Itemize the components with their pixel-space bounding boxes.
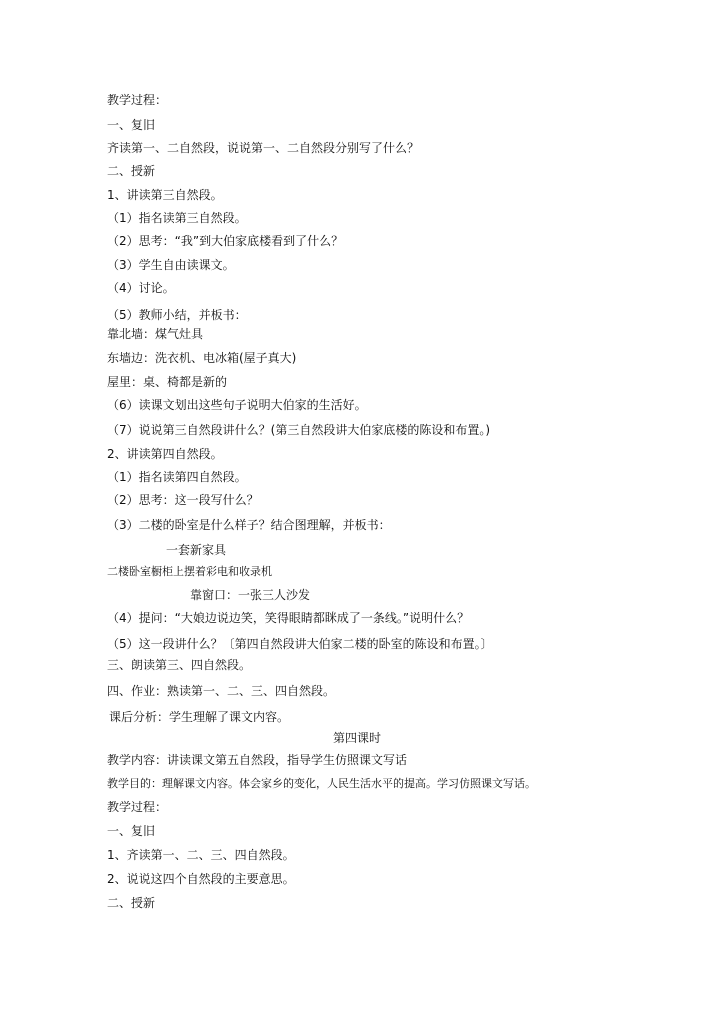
- section-heading-teaching-process: 教学过程：: [107, 93, 168, 107]
- step-review: 一、复旧: [107, 118, 156, 132]
- text-line: 三、朗读第三、四自然段。: [107, 658, 252, 672]
- board-note-line: 屋里：桌、椅都是新的: [107, 375, 228, 389]
- text-line: （5）这一段讲什么？〔第四自然段讲大伯家二楼的卧室的陈设和布置。〕: [107, 637, 493, 651]
- step-new-lesson: 二、授新: [107, 896, 156, 910]
- step-review: 一、复旧: [107, 824, 156, 838]
- text-line: （1）指名读第三自然段。: [107, 211, 247, 225]
- board-note-line: 靠窗口：一张三人沙发: [190, 588, 311, 602]
- text-line: 1、讲读第三自然段。: [107, 188, 223, 202]
- text-line: （5）教师小结，并板书：: [107, 308, 247, 322]
- board-note-line: 二楼卧室橱柜上摆着彩电和收录机: [107, 565, 272, 578]
- text-line: （3）二楼的卧室是什么样子？结合图理解，并板书：: [107, 518, 391, 532]
- text-line: （2）思考：“我”到大伯家底楼看到了什么？: [107, 234, 344, 248]
- text-line: 教学内容：讲读课文第五自然段，指导学生仿照课文写话: [107, 753, 408, 767]
- text-line: （2）思考：这一段写什么？: [107, 493, 259, 507]
- step-new-lesson: 二、授新: [107, 164, 156, 178]
- text-line: 教学目的：理解课文内容。体会家乡的变化，人民生活水平的提高。学习仿照课文写话。: [107, 777, 536, 790]
- board-note-line: 靠北墙：煤气灶具: [107, 327, 204, 341]
- text-line: 课后分析：学生理解了课文内容。: [109, 710, 290, 724]
- text-line: 1、齐读第一、二、三、四自然段。: [107, 848, 295, 862]
- text-line: 2、说说这四个自然段的主要意思。: [107, 872, 295, 886]
- text-line: （3）学生自由读课文。: [107, 258, 235, 272]
- text-line: （7）说说第三自然段讲什么？(第三自然段讲大伯家底楼的陈设和布置。): [107, 423, 491, 437]
- board-note-line: 一套新家具: [166, 543, 227, 557]
- board-note-line: 东墙边：洗衣机、电冰箱(屋子真大): [107, 351, 297, 365]
- text-line: （1）指名读第四自然段。: [107, 470, 247, 484]
- text-line: （6）读课文划出这些句子说明大伯家的生活好。: [107, 398, 367, 412]
- text-line: 齐读第一、二自然段，说说第一、二自然段分别写了什么？: [107, 141, 420, 155]
- text-line: （4）讨论。: [107, 281, 175, 295]
- text-line: （4）提问：“大娘边说边笑，笑得眼睛都眯成了一条线。”说明什么？: [107, 611, 470, 625]
- lesson-title: 第四课时: [333, 731, 382, 745]
- section-heading-teaching-process: 教学过程：: [107, 800, 168, 814]
- text-line: 四、作业：熟读第一、二、三、四自然段。: [107, 684, 336, 698]
- text-line: 2、讲读第四自然段。: [107, 447, 223, 461]
